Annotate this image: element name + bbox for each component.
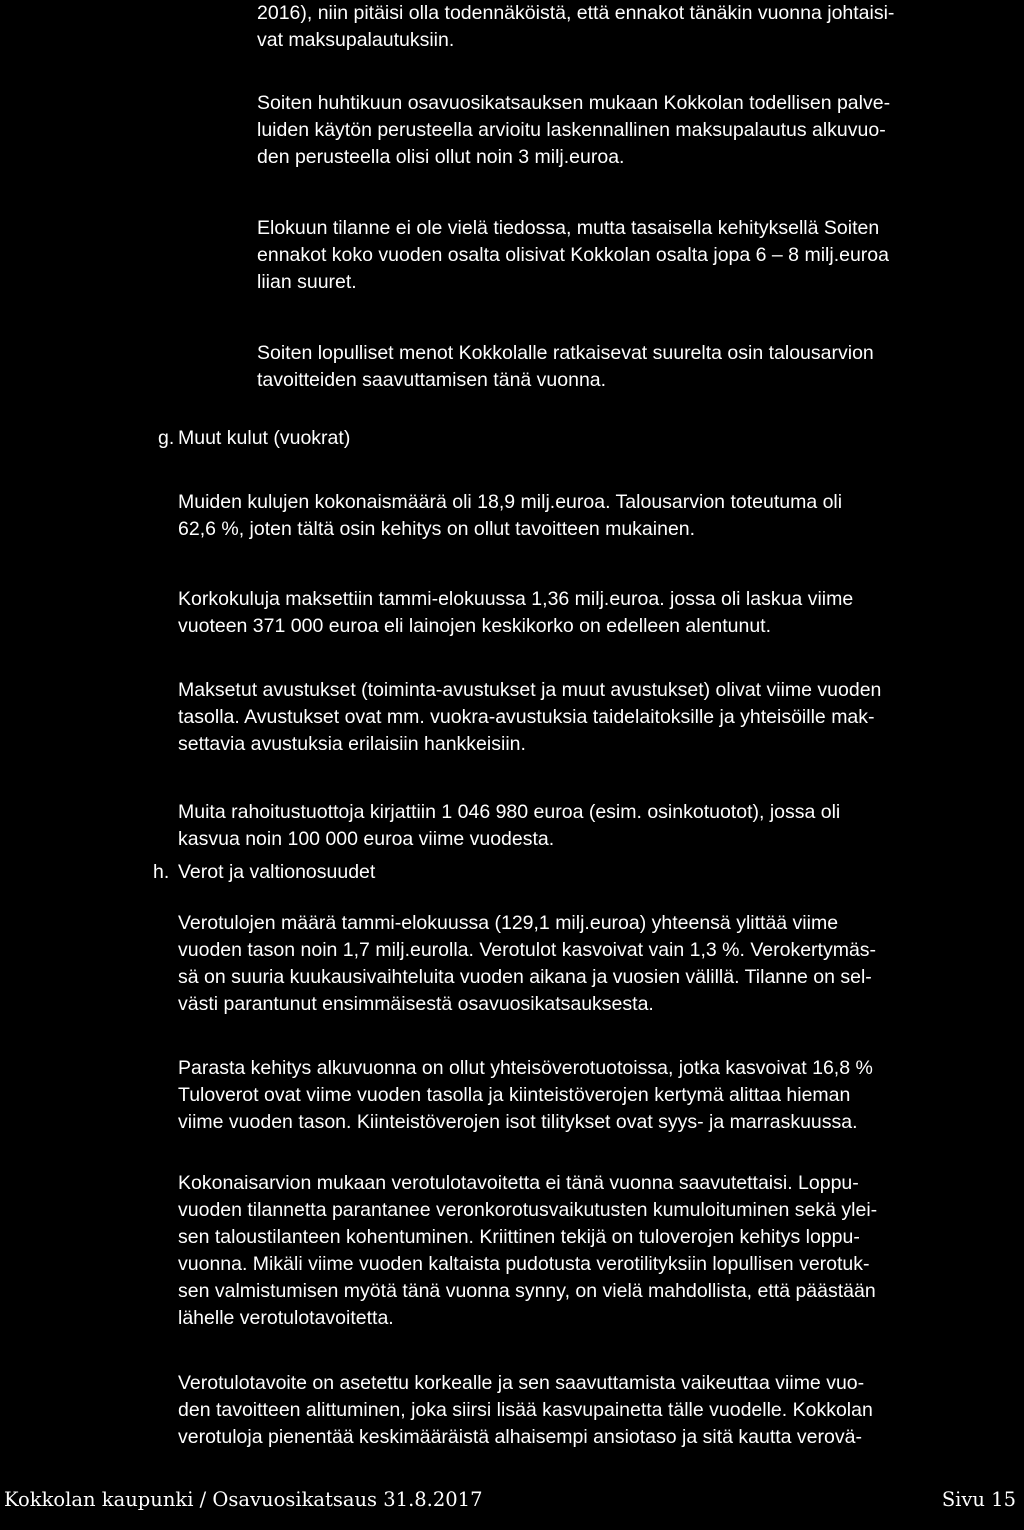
soite-paragraph-1 bbox=[257, 90, 890, 171]
section-h-heading: Verot ja valtionosuudet bbox=[178, 861, 376, 883]
text-line: Soiten lopulliset menot Kokkolalle ratkaisevat suurelta osin talousarvion bbox=[257, 342, 874, 364]
text-line: tasolla. Avustukset ovat mm. vuokra-avustuksia taidelaitoksille ja yhteisöille mak- bbox=[178, 706, 875, 728]
text-line: 62,6 %, joten tältä osin kehitys on ollut tavoitteen mukainen. bbox=[178, 518, 696, 540]
text-line: Soiten huhtikuun osavuosikatsauksen mukaan Kokkolan todellisen palve- bbox=[257, 92, 891, 114]
soite-paragraph-2 bbox=[257, 215, 889, 296]
section-g-paragraph-4 bbox=[178, 799, 840, 853]
text-line: sen valmistumisen myötä tänä vuonna synny, on vielä mahdollista, että päästään bbox=[178, 1280, 876, 1302]
text-line: Kokonaisarvion mukaan verotulotavoitetta ei tänä vuonna saavutettaisi. Loppu- bbox=[178, 1172, 859, 1194]
text-line: settavia avustuksia erilaisiin hankkeisiin. bbox=[178, 733, 526, 755]
section-g-paragraph-3 bbox=[178, 677, 881, 758]
text-line: Verotulojen määrä tammi-elokuussa (129,1 milj.euroa) yhteensä ylittää viime bbox=[178, 912, 839, 934]
text-line: västi parantunut ensimmäisestä osavuosikatsauksesta. bbox=[178, 993, 654, 1015]
section-g-paragraph-2 bbox=[178, 586, 853, 640]
text-line: vat maksupalautuksiin. bbox=[257, 29, 455, 51]
text-line: vuoteen 371 000 euroa eli lainojen keskikorko on edelleen alentunut. bbox=[178, 615, 772, 637]
text-line: liian suuret. bbox=[257, 271, 357, 293]
text-line: sen taloustilanteen kohentuminen. Kriittinen tekijä on tuloverojen kehitys loppu- bbox=[178, 1226, 860, 1248]
section-h-paragraph-4 bbox=[178, 1370, 873, 1451]
text-line: kasvua noin 100 000 euroa viime vuodesta. bbox=[178, 828, 555, 850]
section-h-paragraph-1 bbox=[178, 910, 876, 1018]
footer-page-number: Sivu 15 bbox=[941, 1488, 1016, 1511]
footer-document-title: Kokkolan kaupunki / Osavuosikatsaus 31.8.2017 bbox=[4, 1488, 483, 1511]
section-g-paragraph-1 bbox=[178, 489, 842, 543]
text-line: tavoitteiden saavuttamisen tänä vuonna. bbox=[257, 369, 607, 391]
section-h-paragraph-3 bbox=[178, 1170, 877, 1332]
text-line: vuoden tilannetta parantanee veronkorotusvaikutusten kumuloituminen sekä ylei- bbox=[178, 1199, 878, 1221]
text-line: den tavoitteen alittuminen, joka siirsi lisää kasvupainetta tälle vuodelle. Kokkolan bbox=[178, 1399, 873, 1421]
text-line: Muita rahoitustuottoja kirjattiin 1 046 980 euroa (esim. osinkotuotot), jossa oli bbox=[178, 801, 841, 823]
text-line: Tuloverot ovat viime vuoden tasolla ja kiinteistöverojen kertymä alittaa hieman bbox=[178, 1084, 851, 1106]
text-line: viime vuoden tason. Kiinteistöverojen isot tilitykset ovat syys- ja marraskuussa. bbox=[178, 1111, 858, 1133]
text-line: vuonna. Mikäli viime vuoden kaltaista pudotusta verotilityksiin lopullisen verotuk- bbox=[178, 1253, 870, 1275]
text-line: verotuloja pienentää keskimääräistä alhaisempi ansiotaso ja sitä kautta verovä- bbox=[178, 1426, 862, 1448]
section-g-heading: Muut kulut (vuokrat) bbox=[178, 427, 351, 449]
text-line: Korkokuluja maksettiin tammi-elokuussa 1,36 milj.euroa. jossa oli laskua viime bbox=[178, 588, 854, 610]
intro-paragraph bbox=[257, 0, 894, 54]
text-line: vuoden tason noin 1,7 milj.eurolla. Verotulot kasvoivat vain 1,3 %. Verokertymäs- bbox=[178, 939, 877, 961]
text-line: den perusteella olisi ollut noin 3 milj.euroa. bbox=[257, 146, 625, 168]
text-line: sä on suuria kuukausivaihteluita vuoden aikana ja vuosien välillä. Tilanne on sel- bbox=[178, 966, 872, 988]
section-h-marker: h. bbox=[153, 861, 170, 883]
text-line: Verotulotavoite on asetettu korkealle ja sen saavuttamista vaikeuttaa viime vuo- bbox=[178, 1372, 865, 1394]
text-line: luiden käytön perusteella arvioitu laskennallinen maksupalautus alkuvuo- bbox=[257, 119, 886, 141]
text-line: Parasta kehitys alkuvuonna on ollut yhteisöverotuotoissa, jotka kasvoivat 16,8 % bbox=[178, 1057, 873, 1079]
text-line: ennakot koko vuoden osalta olisivat Kokkolan osalta jopa 6 – 8 milj.euroa bbox=[257, 244, 889, 266]
text-line: Elokuun tilanne ei ole vielä tiedossa, mutta tasaisella kehityksellä Soiten bbox=[257, 217, 880, 239]
soite-paragraph-3 bbox=[257, 340, 874, 394]
section-g-marker: g. bbox=[158, 427, 175, 449]
text-line: lähelle verotulotavoitetta. bbox=[178, 1307, 394, 1329]
text-line: 2016), niin pitäisi olla todennäköistä, että ennakot tänäkin vuonna johtaisi- bbox=[257, 2, 895, 24]
text-line: Muiden kulujen kokonaismäärä oli 18,9 milj.euroa. Talousarvion toteutuma oli bbox=[178, 491, 843, 513]
text-line: Maksetut avustukset (toiminta-avustukset ja muut avustukset) olivat viime vuoden bbox=[178, 679, 882, 701]
section-h-paragraph-2 bbox=[178, 1055, 873, 1136]
